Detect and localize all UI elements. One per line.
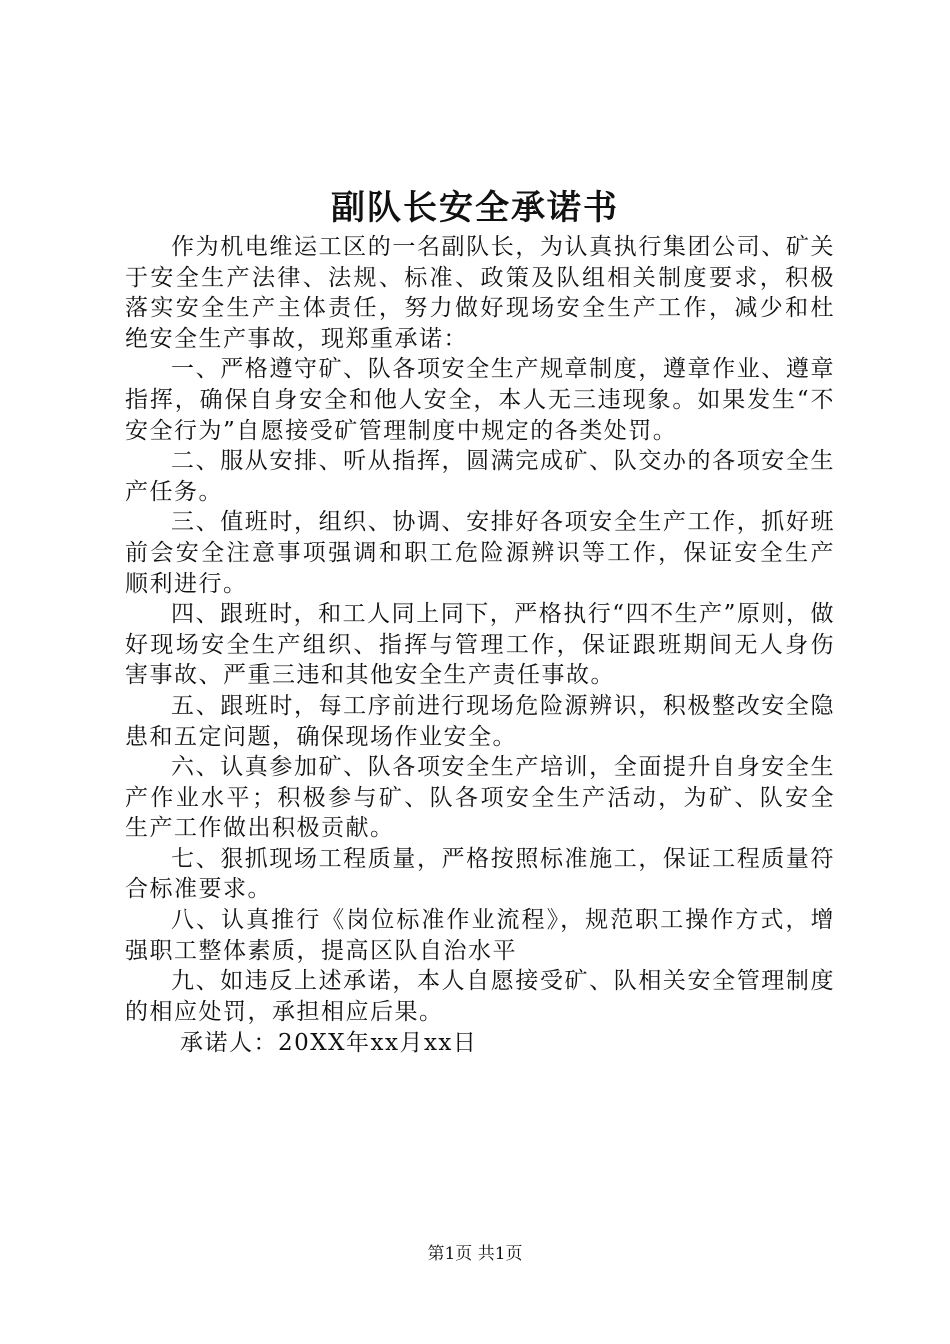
paragraph-item-5: 五、跟班时，每工序前进行现场危险源辨识，积极整改安全隐患和五定问题，确保现场作业安全。 bbox=[125, 692, 835, 750]
paragraph-intro: 作为机电维运工区的一名副队长，为认真执行集团公司、矿关于安全生产法律、法规、标准、政策及队组相关制度要求，积极落实安全生产主体责任，努力做好现场安全生产工作，减少和杜绝安全生产事故，现郑重承诺： bbox=[125, 234, 835, 352]
paragraph-item-1: 一、严格遵守矿、队各项安全生产规章制度，遵章作业、遵章指挥，确保自身安全和他人安全，本人无三违现象。如果发生“不安全行为”自愿接受矿管理制度中规定的各类处罚。 bbox=[125, 356, 835, 444]
paragraph-item-7: 七、狠抓现场工程质量，严格按照标准施工，保证工程质量符合标准要求。 bbox=[125, 845, 835, 903]
paragraph-item-2: 二、服从安排、听从指挥，圆满完成矿、队交办的各项安全生产任务。 bbox=[125, 448, 835, 505]
paragraph-item-3: 三、值班时，组织、协调、安排好各项安全生产工作，抓好班前会安全注意事项强调和职工危险源辨识等工作，保证安全生产顺利进行。 bbox=[125, 509, 835, 597]
paragraph-item-8: 八、认真推行《岗位标准作业流程》，规范职工操作方式，增强职工整体素质，提高区队自治水平 bbox=[125, 907, 835, 964]
page-footer: 第1页 共1页 bbox=[427, 1244, 523, 1264]
paragraph-item-6: 六、认真参加矿、队各项安全生产培训，全面提升自身安全生产作业水平；积极参与矿、队各项安全生产活动，为矿、队安全生产工作做出积极贡献。 bbox=[125, 754, 835, 842]
paragraph-item-4: 四、跟班时，和工人同上同下，严格执行“四不生产”原则，做好现场安全生产组织、指挥与管理工作，保证跟班期间无人身伤害事故、严重三违和其他安全生产责任事故。 bbox=[125, 601, 835, 689]
document-body bbox=[125, 232, 835, 1027]
document-title: 副队长安全承诺书 bbox=[331, 188, 619, 228]
paragraph-item-9: 九、如违反上述承诺，本人自愿接受矿、队相关安全管理制度的相应处罚，承担相应后果。 bbox=[125, 968, 835, 1025]
signature-line: 承诺人：20XX年xx月xx日 bbox=[180, 1030, 478, 1056]
